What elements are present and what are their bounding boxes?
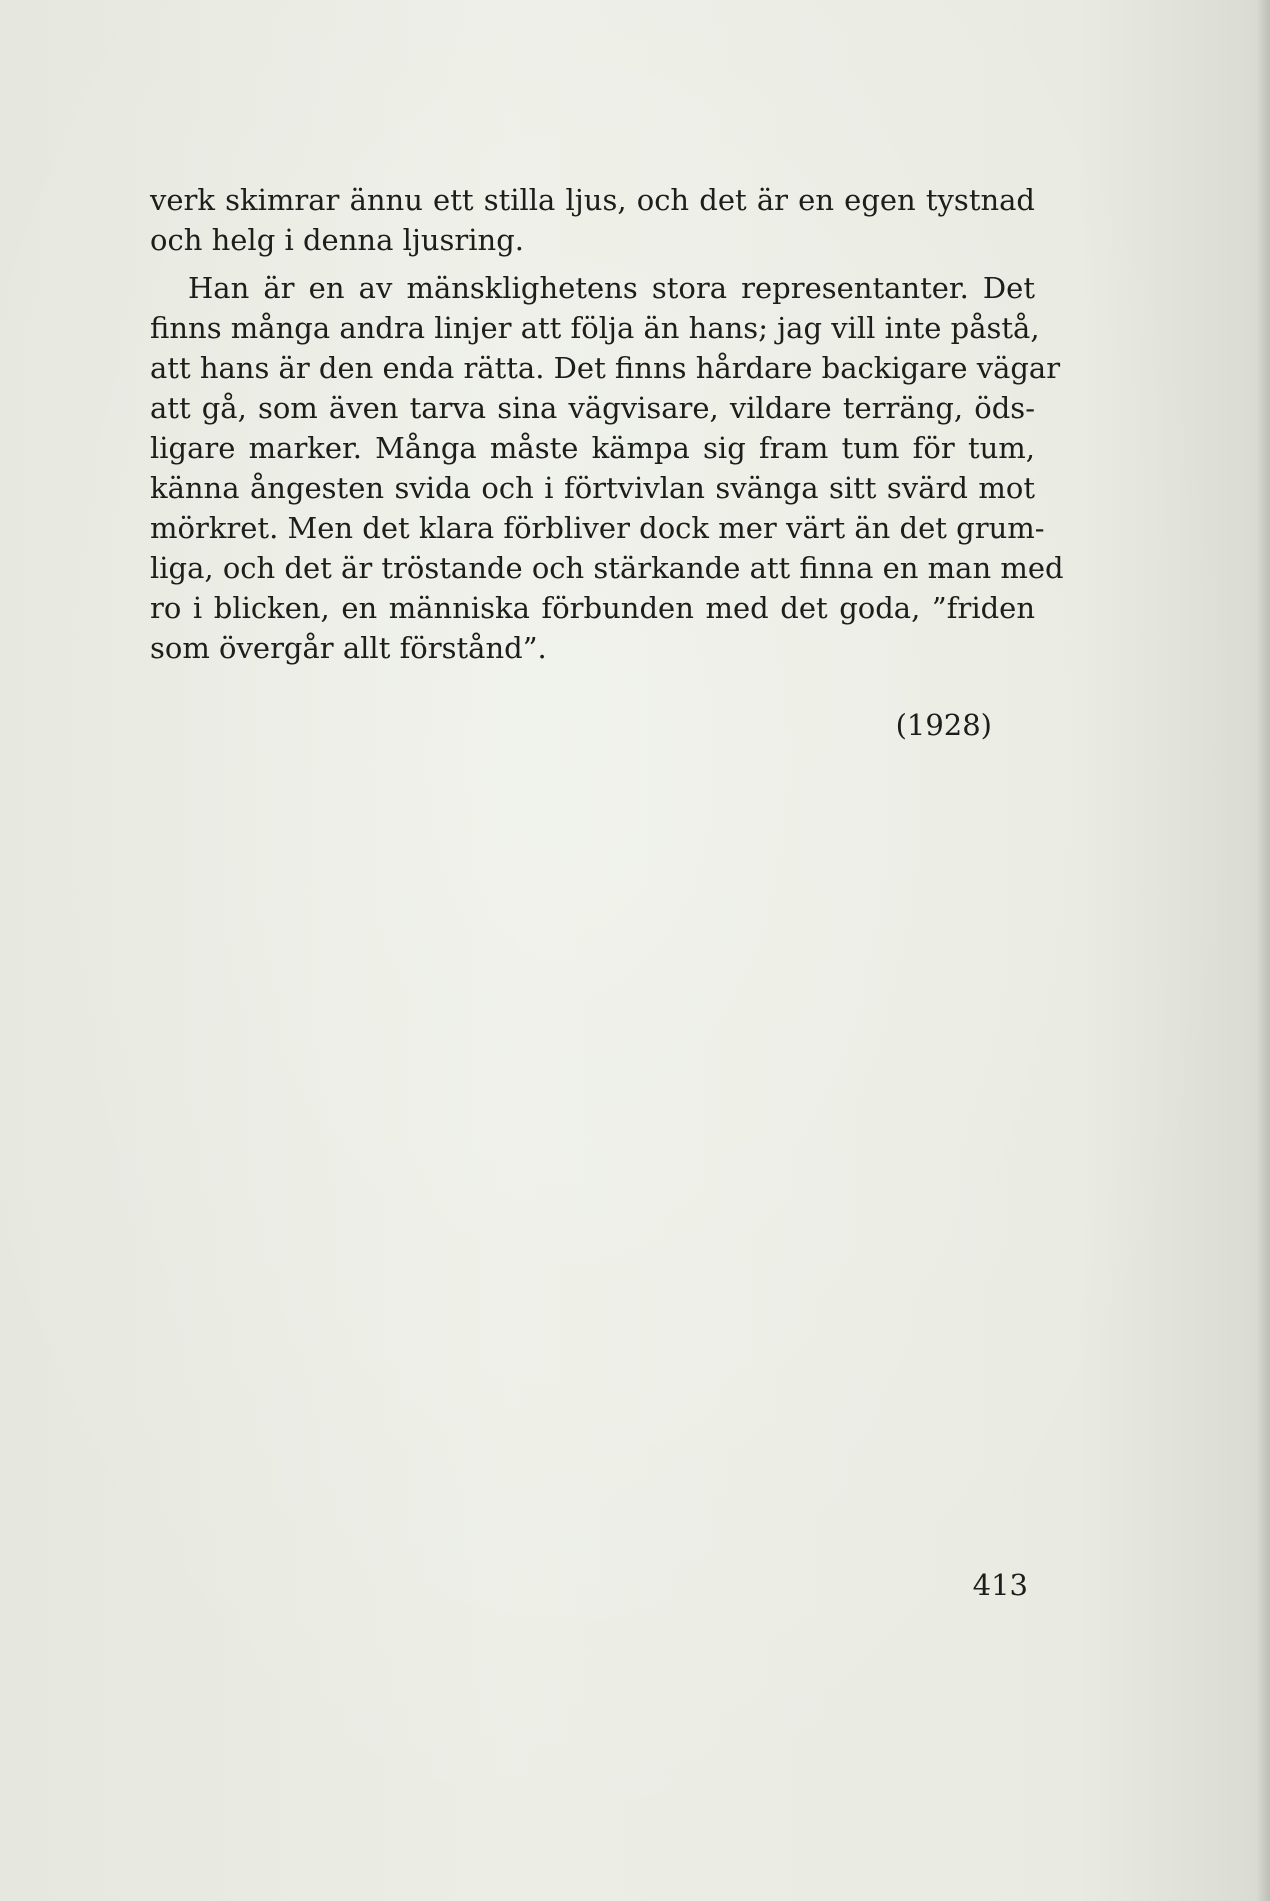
text-line: känna ångesten svida och i förtvivlan svänga sitt svärd mot [150,471,1035,505]
text-line: ligare marker. Många måste kämpa sig fram tum för tum, [150,431,1035,465]
page-edge-shadow [1256,0,1270,1901]
text-line: och helg i denna ljusring. [150,223,524,257]
paragraph-1 [150,180,1035,260]
text-line: att gå, som även tarva sina vägvisare, vildare terräng, öds- [150,391,1035,425]
page-number: 413 [972,1568,1028,1602]
text-line: Han är en av mänsklighetens stora representanter. Det [188,271,1035,305]
text-line: ro i blicken, en människa förbunden med det goda, ”friden [150,591,1035,625]
text-line: att hans är den enda rätta. Det finns hårdare backigare vägar [150,351,1061,385]
text-line: liga, och det är tröstande och stärkande att finna en man med [150,551,1064,585]
body-text [150,180,1064,668]
date-note: (1928) [895,708,992,742]
paragraph-2 [150,268,1064,668]
text-line: finns många andra linjer att följa än hans; jag vill inte påstå, [150,311,1040,345]
text-line: verk skimrar ännu ett stilla ljus, och det är en egen tystnad [150,183,1035,217]
text-line: som övergår allt förstånd”. [150,631,547,665]
text-line: mörkret. Men det klara förbliver dock mer värt än det grum- [150,511,1045,545]
